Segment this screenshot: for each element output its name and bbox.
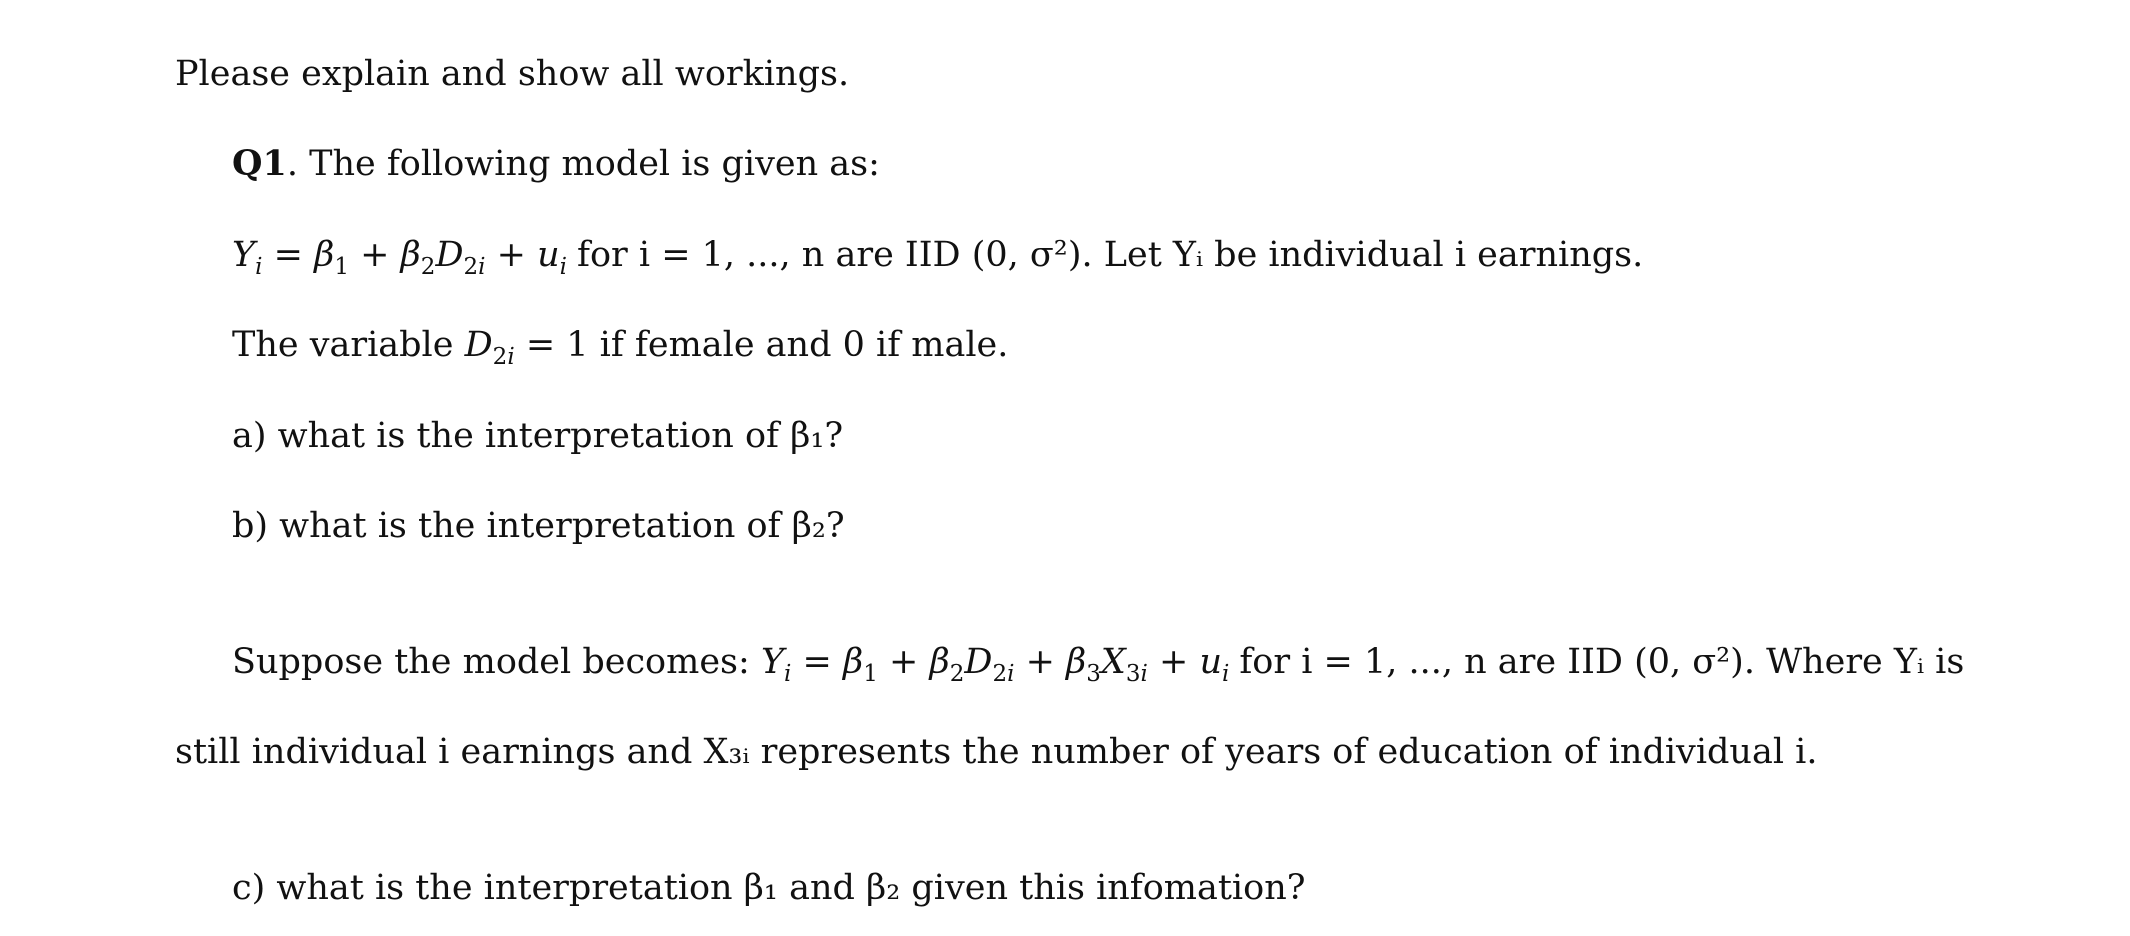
equation-2-formula: $Y_i = \beta_1 + \beta_2D_{2i} + \beta_3X_{3i} + u_i$: [760, 642, 1230, 687]
equation-2-assumptions: for i = 1, ..., n are IID (0, σ²). Where Yᵢ is: [1239, 642, 1965, 682]
variable-definition-post: = 1 if female and 0 if male.: [525, 325, 1009, 365]
model-2-continuation: still individual i earnings and X₃ᵢ represents the number of years of education of individual i.: [175, 732, 1818, 772]
equation-1-assumptions: for i = 1, ..., n are IID (0, σ²). Let Yᵢ be individual i earnings.: [577, 235, 1644, 275]
equation-2-intro: Suppose the model becomes:: [232, 642, 750, 682]
model-equation-1: [232, 233, 1644, 280]
question-part-c: c) what is the interpretation β₁ and β₂ given this infomation?: [232, 868, 1306, 908]
question-part-b: b) what is the interpretation of β₂?: [232, 506, 845, 546]
question-part-a: a) what is the interpretation of β₁?: [232, 416, 844, 456]
variable-definition: [232, 323, 1009, 370]
question-heading: [232, 142, 880, 186]
question-label: Q1: [232, 143, 287, 184]
equation-1-formula: $Y_i = \beta_1 + \beta_2D_{2i} + u_i$: [232, 235, 567, 280]
instruction-text: Please explain and show all workings.: [175, 54, 850, 94]
question-heading-text: . The following model is given as:: [286, 144, 880, 184]
dummy-variable-symbol: $D_{2i}$: [464, 325, 515, 370]
variable-definition-pre: The variable: [232, 325, 454, 365]
model-equation-2: [232, 640, 1965, 687]
